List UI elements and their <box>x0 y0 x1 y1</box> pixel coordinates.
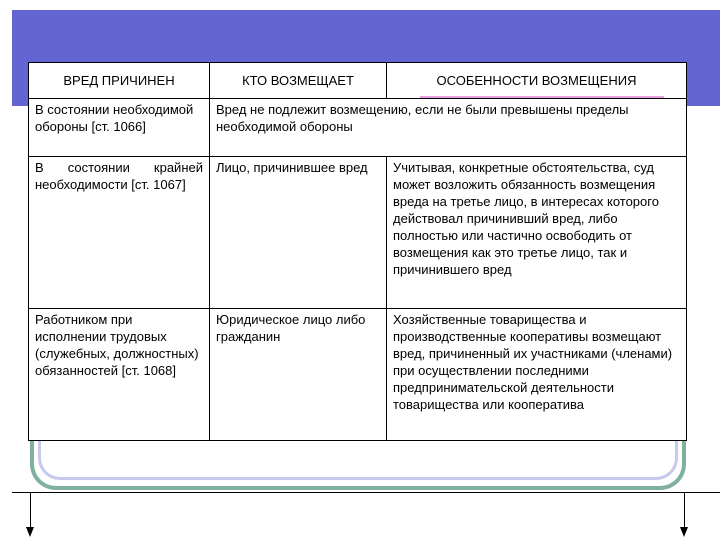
header-features: ОСОБЕННОСТИ ВОЗМЕЩЕНИЯ <box>387 63 687 99</box>
cell-features: Учитывая, конкретные обстоятельства, суд может возложить обязанность возмещения вреда на третье лицо, в интересах которого действовал причинивший вред, либо полностью или частично освободить от возмещения как это третье лицо, так и причинившего вред <box>387 157 687 309</box>
arrow-down-icon <box>26 527 34 537</box>
left-tick <box>30 492 31 530</box>
bottom-rule <box>12 492 720 493</box>
cell-who: Лицо, причинившее вред <box>210 157 387 309</box>
cell-cause: В состоянии крайней необходимости [ст. 1067] <box>29 157 210 309</box>
arrow-down-icon <box>680 527 688 537</box>
table-row <box>29 157 687 309</box>
cell-features: Хозяйственные товарищества и производственные кооперативы возмещают вред, причиненный их участниками (членами) при осуществлении последними предпринимательской деятельности товарищества или кооператива <box>387 309 687 441</box>
header-band-edge <box>686 10 720 106</box>
liability-table <box>28 62 687 441</box>
cell-merged: Вред не подлежит возмещению, если не были превышены пределы необходимой обороны <box>210 99 687 157</box>
header-accent-line <box>420 96 664 98</box>
cell-cause: В состоянии необходимой обороны [ст. 1066] <box>29 99 210 157</box>
header-cause: ВРЕД ПРИЧИНЕН <box>29 63 210 99</box>
table-header-row <box>29 63 687 99</box>
cell-cause: Работником при исполнении трудовых (служебных, должностных) обязанностей [ст. 1068] <box>29 309 210 441</box>
right-tick <box>684 492 685 530</box>
cell-who: Юридическое лицо либо гражданин <box>210 309 387 441</box>
header-who: КТО ВОЗМЕЩАЕТ <box>210 63 387 99</box>
table-row <box>29 99 687 157</box>
table-row <box>29 309 687 441</box>
